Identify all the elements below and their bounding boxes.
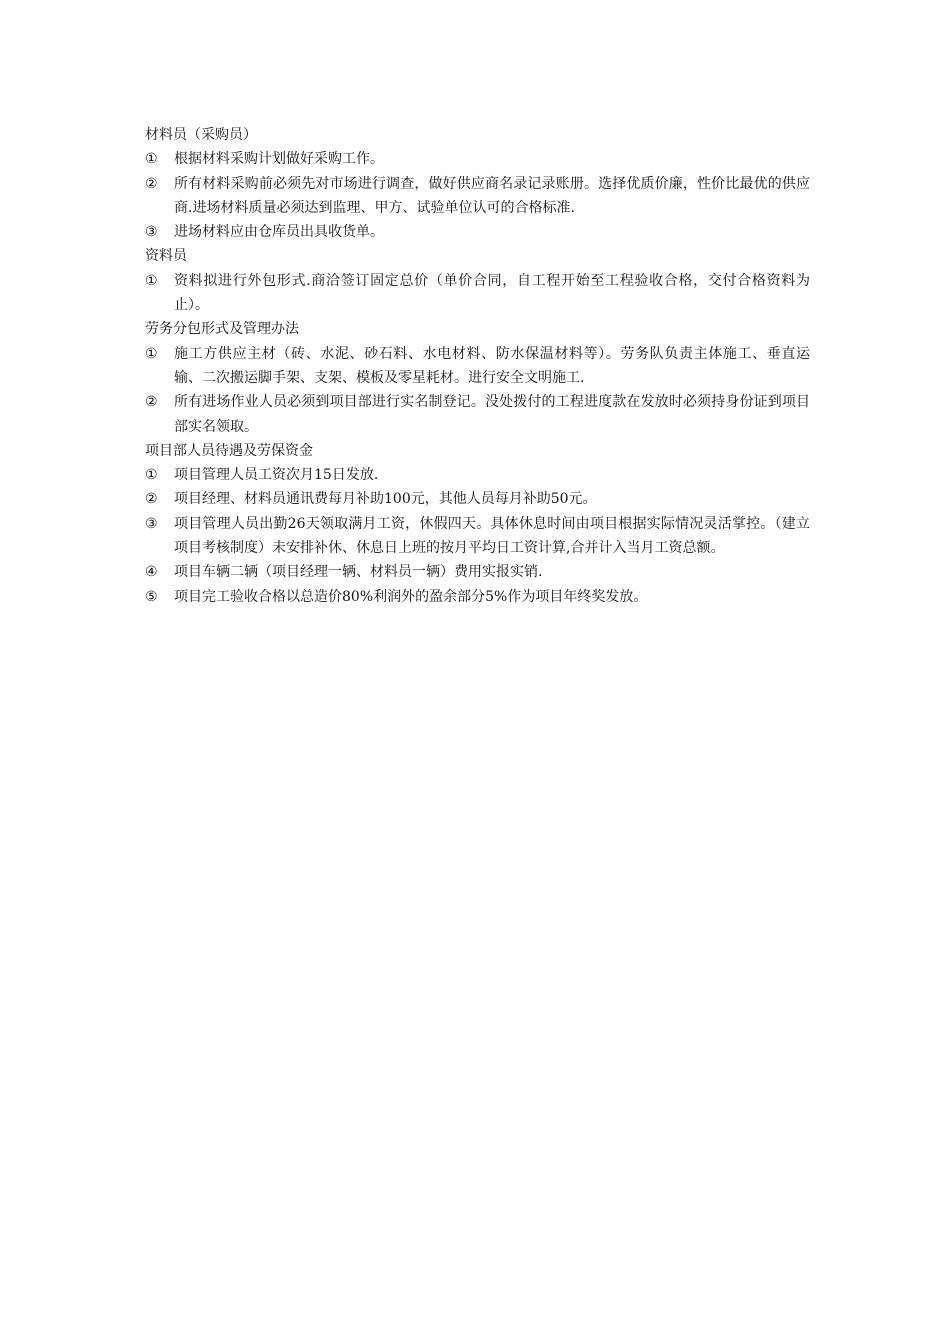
- section-heading: 劳务分包形式及管理办法: [145, 321, 299, 338]
- document-body: [145, 123, 810, 609]
- item-text: 所有进场作业人员必须到项目部进行实名制登记。没处拨付的工程进度款在发放时必须持身份证到项目部实名领取。: [174, 394, 810, 435]
- section-staff-benefits: [145, 439, 810, 609]
- item-number: ①: [145, 272, 158, 289]
- item-number: ①: [145, 151, 158, 168]
- item-text: 进场材料应由仓库员出具收货单。: [174, 224, 384, 241]
- item-number: ①: [145, 345, 158, 362]
- section-purchasing: [145, 123, 810, 244]
- list-item: [145, 560, 810, 584]
- item-number: ⑤: [145, 588, 158, 605]
- section-heading: 项目部人员待遇及劳保资金: [145, 442, 313, 459]
- list-item: [145, 585, 810, 609]
- list-item: [145, 172, 810, 221]
- item-number: ②: [145, 491, 158, 508]
- item-number: ③: [145, 224, 158, 241]
- list-item: [145, 487, 810, 511]
- list-item: [145, 390, 810, 439]
- section-heading: 资料员: [145, 248, 187, 265]
- item-text: 项目车辆二辆（项目经理一辆、材料员一辆）费用实报实销.: [174, 564, 543, 581]
- item-text: 资料拟进行外包形式.商洽签订固定总价（单价合同，自工程开始至工程验收合格，交付合格资料为止）。: [174, 272, 810, 314]
- item-text: 项目管理人员出勤26天领取满月工资，休假四天。具体休息时间由项目根据实际情况灵活掌控。（建立项目考核制度）未安排补休、休息日上班的按月平均日工资计算,合并计入当月工资总额。: [174, 515, 810, 557]
- list-item: [145, 269, 810, 318]
- item-text: 根据材料采购计划做好采购工作。: [174, 151, 384, 168]
- list-item: [145, 147, 810, 171]
- list-item: [145, 342, 810, 391]
- item-number: ②: [145, 175, 158, 192]
- list-item: [145, 220, 810, 244]
- section-documentation: [145, 244, 810, 317]
- item-number: ②: [145, 394, 158, 411]
- item-number: ①: [145, 467, 158, 484]
- list-item: [145, 512, 810, 561]
- item-text: 项目完工验收合格以总造价80%利润外的盈余部分5%作为项目年终奖发放。: [174, 588, 648, 605]
- item-text: 所有材料采购前必须先对市场进行调查，做好供应商名录记录账册。选择优质价廉，性价比最优的供应商.进场材料质量必须达到监理、甲方、试验单位认可的合格标准.: [174, 175, 810, 216]
- section-labor-subcontracting: [145, 317, 810, 438]
- item-number: ③: [145, 515, 158, 532]
- item-number: ④: [145, 564, 158, 581]
- item-text: 施工方供应主材（砖、水泥、砂石料、水电材料、防水保温材料等）。劳务队负责主体施工、垂直运输、二次搬运脚手架、支架、模板及零星耗材。进行安全文明施工.: [174, 345, 810, 386]
- section-heading: 材料员（采购员）: [145, 127, 257, 143]
- list-item: [145, 463, 810, 487]
- item-text: 项目管理人员工资次月15日发放.: [174, 467, 379, 484]
- item-text: 项目经理、材料员通讯费每月补助100元，其他人员每月补助50元。: [174, 491, 597, 508]
